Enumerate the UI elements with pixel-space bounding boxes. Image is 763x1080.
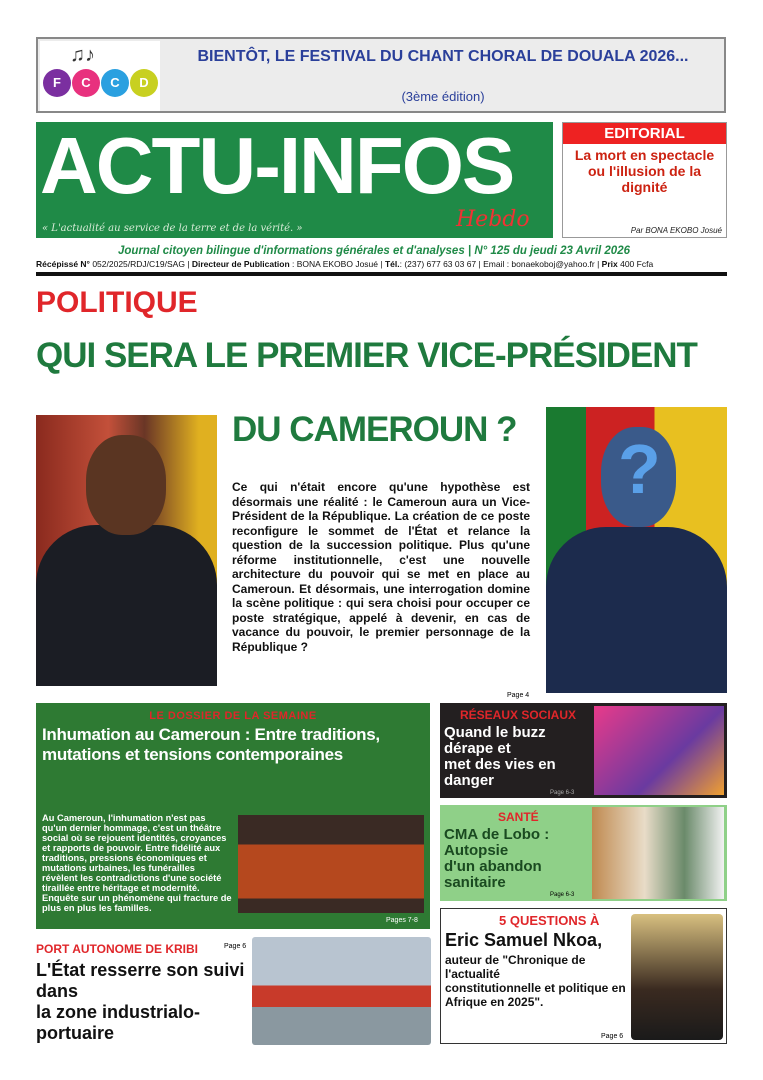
coffin-photo	[238, 815, 424, 913]
recepisse-label: Récépissé N°	[36, 259, 90, 269]
page-ref: Page 6-3	[550, 790, 575, 796]
editorial-byline: Par BONA EKOBO Josué	[630, 226, 722, 235]
masthead-slogan: « L'actualité au service de la terre et de la vérité. »	[42, 223, 303, 234]
port-title[interactable]	[36, 960, 248, 1044]
contact: : (237) 677 63 03 67 | Email : bonaekoboj@yahoo.fr |	[399, 259, 602, 269]
five-questions-box[interactable]	[440, 908, 727, 1044]
dossier-kicker: LE DOSSIER DE LA SEMAINE	[149, 710, 317, 722]
logo-ball: C	[72, 69, 100, 97]
title-line: Quand le buzz dérape et	[444, 724, 546, 757]
sante-box[interactable]	[440, 805, 727, 901]
masthead-title: ACTU-INFOS	[40, 121, 514, 210]
directeur-label: Directeur de Publication	[191, 259, 290, 269]
president-photo	[36, 415, 217, 686]
questions-kicker: 5 QUESTIONS À	[499, 913, 600, 928]
lead-headline[interactable]: QUI SERA LE PREMIER VICE-PRÉSIDENT	[36, 336, 697, 375]
title-line: met des vies en danger	[444, 756, 556, 789]
title-line: d'un abandon sanitaire	[444, 858, 542, 891]
desc-line: auteur de "Chronique de l'actualité	[445, 953, 586, 981]
page-ref: Page 6-3	[550, 892, 575, 898]
reseaux-box[interactable]	[440, 703, 727, 798]
dossier-box[interactable]	[36, 703, 430, 929]
title-line: CMA de Lobo : Autopsie	[444, 826, 550, 859]
editorial-title: La mort en spectacle ou l'illusion de la dignité	[574, 147, 715, 195]
page-ref: Page 4	[507, 692, 530, 699]
sante-title	[444, 827, 590, 891]
page-ref: Page 6	[601, 1033, 624, 1040]
reseaux-kicker: RÉSEAUX SOCIAUX	[460, 708, 577, 722]
page-ref: Pages 7-8	[386, 917, 418, 924]
vice-president-mystery-photo	[546, 407, 727, 693]
port-kicker: PORT AUTONOME DE KRIBI	[36, 942, 199, 956]
journal-tagline: Journal citoyen bilingue d'informations générales et d'analyses | N° 125 du jeudi 23 Avril 2026	[118, 245, 630, 257]
tel-label: Tél.	[384, 259, 400, 269]
masthead	[36, 122, 553, 238]
banner-title: BIENTÔT, LE FESTIVAL DU CHANT CHORAL DE DOUALA 2026...	[197, 48, 689, 65]
directeur: : BONA EKOBO Josué |	[289, 259, 385, 269]
music-notes-icon: ♫♪	[70, 44, 95, 66]
sante-kicker: SANTÉ	[498, 810, 539, 824]
logo-ball: C	[101, 69, 129, 97]
page-ref: Page 6	[224, 943, 247, 950]
social-media-illustration	[594, 706, 724, 795]
prix-label: Prix	[601, 259, 618, 269]
interviewee-photo	[631, 914, 723, 1040]
title-line: la zone industrialo-portuaire	[36, 1002, 201, 1043]
desc-line: constitutionnelle et politique en	[445, 981, 626, 995]
logo-ball: D	[130, 69, 158, 97]
section-label: POLITIQUE	[36, 286, 198, 319]
interviewee-name: Eric Samuel Nkoa,	[445, 930, 603, 950]
banner-subtitle: (3ème édition)	[401, 89, 485, 104]
publication-info	[36, 259, 653, 270]
lead-body: Ce qui n'était encore qu'une hypothèse est désormais une réalité : le Cameroun aura un Vice-Président de la République. La création de ce poste reconfigure le sommet de l'État et relance la question de la succession politique. Plus qu'une réforme institutionnelle, c'est une nouvelle architecture du pouvoir qui se met en place au Cameroun. Et désormais, une interrogation domine la scène politique : qui sera choisi pour occuper ce poste stratégique, appelé à devenir, en cas de vacance du pouvoir, le premier personnage de la République ?	[232, 480, 530, 654]
port-photo	[252, 937, 431, 1045]
logo-ball: F	[43, 69, 71, 97]
interviewee-desc	[445, 953, 629, 1009]
health-center-photo	[592, 807, 724, 899]
dossier-title	[42, 725, 424, 765]
title-line: L'État resserre son suivi dans	[36, 960, 245, 1001]
divider	[36, 272, 727, 276]
masthead-subtitle: Hebdo	[456, 207, 530, 232]
festival-banner	[36, 37, 726, 113]
title-line: mutations et tensions contemporaines	[42, 745, 343, 764]
prix: 400 Fcfa	[617, 259, 654, 269]
dossier-body: Au Cameroun, l'inhumation n'est pas qu'un dernier hommage, c'est un théâtre social où se rejouent identités, croyances et rapports de pouvoir. Entre fidélité aux traditions, pressions économiques et mutations urbaines, les funérailles révèlent les contradictions d'une société tiraillée entre héritage et modernité. Enquête sur un phénomène qui fracture de plus en plus les familles.	[42, 813, 232, 913]
reseaux-title	[444, 725, 592, 789]
editorial-box[interactable]	[562, 122, 727, 238]
recepisse: 052/2025/RDJ/C19/SAG |	[89, 259, 192, 269]
fccd-logo	[40, 41, 160, 111]
desc-line: Afrique en 2025".	[445, 995, 544, 1009]
question-mark-icon: ?	[618, 430, 661, 508]
editorial-label: EDITORIAL	[563, 123, 726, 144]
lead-headline-2[interactable]: DU CAMEROUN ?	[232, 410, 517, 449]
title-line: Inhumation au Cameroun : Entre traditions,	[42, 725, 380, 744]
